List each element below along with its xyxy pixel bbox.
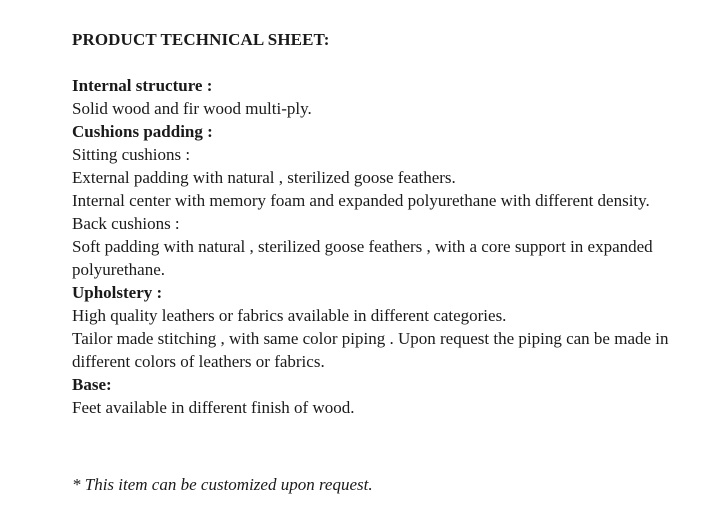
section-text: Tailor made stitching , with same color piping . Upon request the piping can be made in different colors of leathers or fabrics. <box>72 329 669 371</box>
section-cushions-padding <box>72 120 692 281</box>
section-heading: Base: <box>72 375 112 394</box>
section-text: Feet available in different finish of wood. <box>72 398 355 417</box>
section-heading: Cushions padding : <box>72 122 213 141</box>
section-text: Internal center with memory foam and expanded polyurethane with different density. <box>72 191 650 210</box>
section-heading: Upholstery : <box>72 283 163 302</box>
section-text: External padding with natural , sterilized goose feathers. <box>72 168 456 187</box>
section-text: Sitting cushions : <box>72 145 191 164</box>
section-heading: Internal structure : <box>72 76 213 95</box>
section-text: Soft padding with natural , sterilized goose feathers , with a core support in expanded polyurethane. <box>72 237 653 279</box>
sheet-title: PRODUCT TECHNICAL SHEET: <box>72 30 330 49</box>
customization-note: * This item can be customized upon request. <box>72 475 373 494</box>
section-internal-structure <box>72 74 692 120</box>
section-base <box>72 373 692 419</box>
section-text: Solid wood and fir wood multi-ply. <box>72 99 312 118</box>
section-upholstery <box>72 281 692 373</box>
section-text: Back cushions : <box>72 214 180 233</box>
section-text: High quality leathers or fabrics available in different categories. <box>72 306 507 325</box>
technical-sheet <box>72 28 692 419</box>
